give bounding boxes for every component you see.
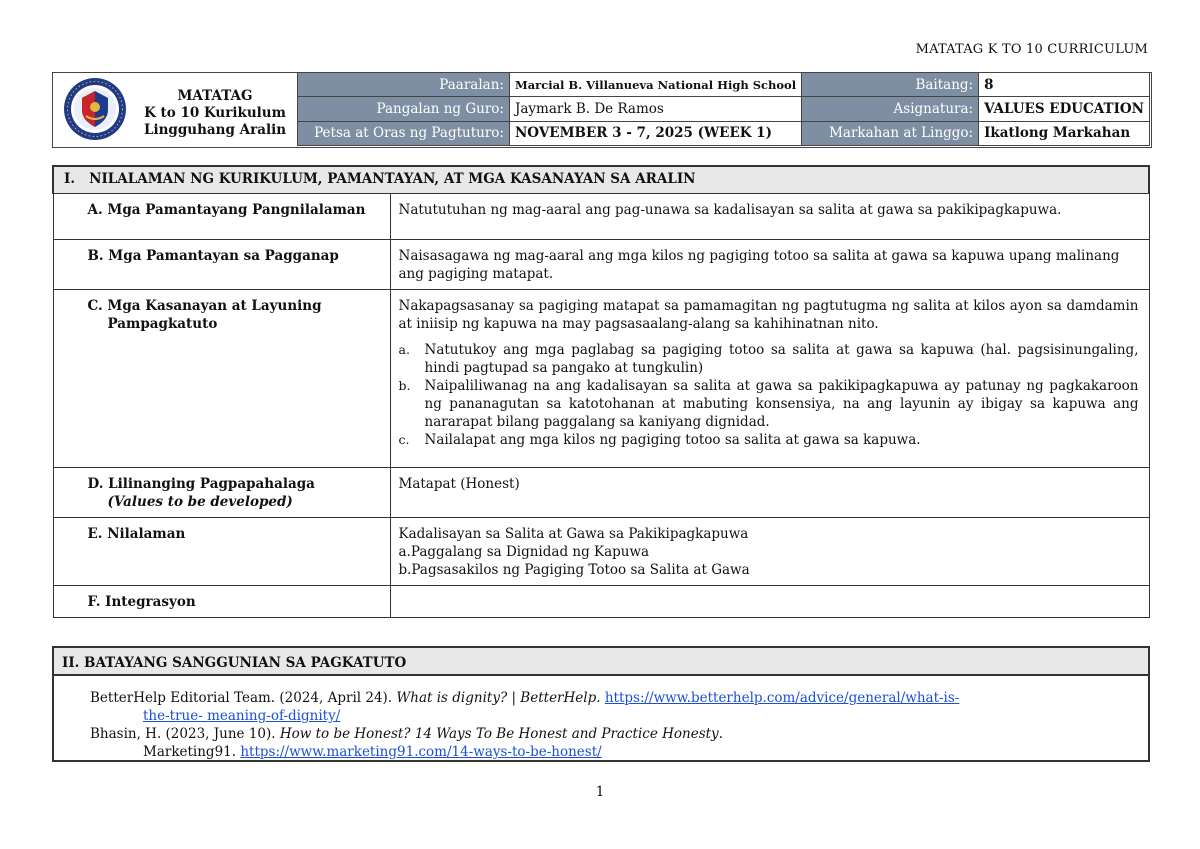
- school-value: Marcial B. Villanueva National High School: [509, 73, 801, 97]
- subject-value: VALUES EDUCATION: [979, 97, 1150, 121]
- objective-item: b. Naipaliliwanag na ang kadalisayan sa salita at gawa sa pakikipagkapuwa ay patunay ng pagkakaroon ng pananagutan sa katotohanan at mabuting konsensiya, na ang layunin ay ibigay sa kapuwa ang nararapat bilang paggalang sa kaniyang dignidad.: [398, 378, 1139, 430]
- reference-1-link[interactable]: https://www.betterhelp.com/advice/general/what-is-: [604, 690, 960, 706]
- row-e-content: [390, 518, 1149, 586]
- title-line-3: Lingguhang Aralin: [143, 122, 287, 138]
- teacher-label: Pangalan ng Guro:: [298, 97, 510, 121]
- section1-number: I.: [64, 171, 76, 187]
- curriculum-label: MATATAG K TO 10 CURRICULUM: [915, 42, 1148, 57]
- objective-item: a. Natutukoy ang mga paglabag sa pagiging totoo sa salita at gawa sa kapuwa (hal. pagsisinungaling, hindi pagtupad sa pangako at tungkulin): [398, 342, 1139, 376]
- reference-1-cont: [143, 707, 1183, 725]
- content-line: a.Paggalang sa Dignidad ng Kapuwa: [398, 544, 650, 560]
- date-value: NOVEMBER 3 - 7, 2025 (WEEK 1): [509, 121, 801, 145]
- curriculum-content-table: [52, 165, 1150, 618]
- section2-heading: II. BATAYANG SANGGUNIAN SA PAGKATUTO: [52, 646, 1150, 676]
- subject-label: Asignatura:: [802, 97, 979, 121]
- quarter-label: Markahan at Linggo:: [802, 121, 979, 145]
- content-line: Kadalisayan sa Salita at Gawa sa Pakikipagkapuwa: [398, 526, 749, 542]
- title-line-2: K to 10 Kurikulum: [144, 105, 286, 121]
- date-label: Petsa at Oras ng Pagtuturo:: [298, 121, 510, 145]
- row-c-label: C. Mga Kasanayan at Layuning Pampagkatuto: [53, 290, 390, 468]
- row-d-label: D. Lilinanging Pagpapahalaga (Values to be developed): [53, 468, 390, 518]
- row-d-text: Matapat (Honest): [390, 468, 1149, 518]
- lesson-plan-title: [140, 88, 290, 139]
- row-f-label: F. Integrasyon: [53, 586, 390, 618]
- row-d-sublabel: (Values to be developed): [107, 494, 293, 510]
- row-c-content: [390, 290, 1149, 468]
- reference-2-link[interactable]: https://www.marketing91.com/14-ways-to-be-honest/: [240, 744, 602, 760]
- deped-seal-logo: [58, 76, 132, 142]
- grade-label: Baitang:: [802, 73, 979, 97]
- header-info-table: [297, 72, 1150, 146]
- grade-value: 8: [979, 73, 1150, 97]
- reference-1: BetterHelp Editorial Team. (2024, April 24). What is dignity? | BetterHelp. https://www.betterhelp.com/advice/general/what-is-: [90, 690, 960, 706]
- content-line: b.Pagsasakilos ng Pagiging Totoo sa Salita at Gawa: [398, 562, 750, 578]
- row-f-text: [390, 586, 1149, 618]
- reference-1-title: What is dignity? | BetterHelp: [396, 690, 597, 706]
- row-a-label: A. Mga Pamantayang Pangnilalaman: [53, 194, 390, 240]
- section1-heading: [53, 166, 1149, 194]
- reference-2: Bhasin, H. (2023, June 10). How to be Honest? 14 Ways To Be Honest and Practice Honesty.: [90, 726, 723, 742]
- row-a-text: Natututuhan ng mag-aaral ang pag-unawa sa kadalisayan sa salita at gawa sa pakikipagkapuwa.: [390, 194, 1149, 240]
- teacher-value: Jaymark B. De Ramos: [509, 97, 801, 121]
- section1-title: NILALAMAN NG KURIKULUM, PAMANTAYAN, AT MGA KASANAYAN SA ARALIN: [89, 171, 696, 187]
- objectives-list: [399, 341, 1139, 449]
- page-number: 1: [595, 784, 605, 800]
- school-label: Paaralan:: [298, 73, 510, 97]
- reference-2-title: How to be Honest? 14 Ways To Be Honest and Practice Honesty: [279, 726, 719, 742]
- reference-1-link-cont[interactable]: the-true- meaning-of-dignity/: [143, 708, 341, 724]
- row-c-text: Nakapagsasanay sa pagiging matapat sa pamamagitan ng pagtutugma ng salita at kilos ayon sa damdamin at iniisip ng kapuwa na may pagsasaalang-alang sa kahihinatnan nito.: [398, 298, 1139, 332]
- row-b-label: B. Mga Pamantayan sa Pagganap: [53, 240, 390, 290]
- reference-2-cont: Marketing91. https://www.marketing91.com/14-ways-to-be-honest/: [143, 744, 602, 760]
- row-b-text: Naisasagawa ng mag-aaral ang mga kilos ng pagiging totoo sa salita at gawa sa kapuwa upang malinang ang pagiging matapat.: [390, 240, 1149, 290]
- row-e-label: E. Nilalaman: [53, 518, 390, 586]
- quarter-value: Ikatlong Markahan: [979, 121, 1150, 145]
- title-line-1: MATATAG: [177, 88, 253, 104]
- objective-item: c. Nailalapat ang mga kilos ng pagiging totoo sa salita at gawa sa kapuwa.: [398, 432, 921, 448]
